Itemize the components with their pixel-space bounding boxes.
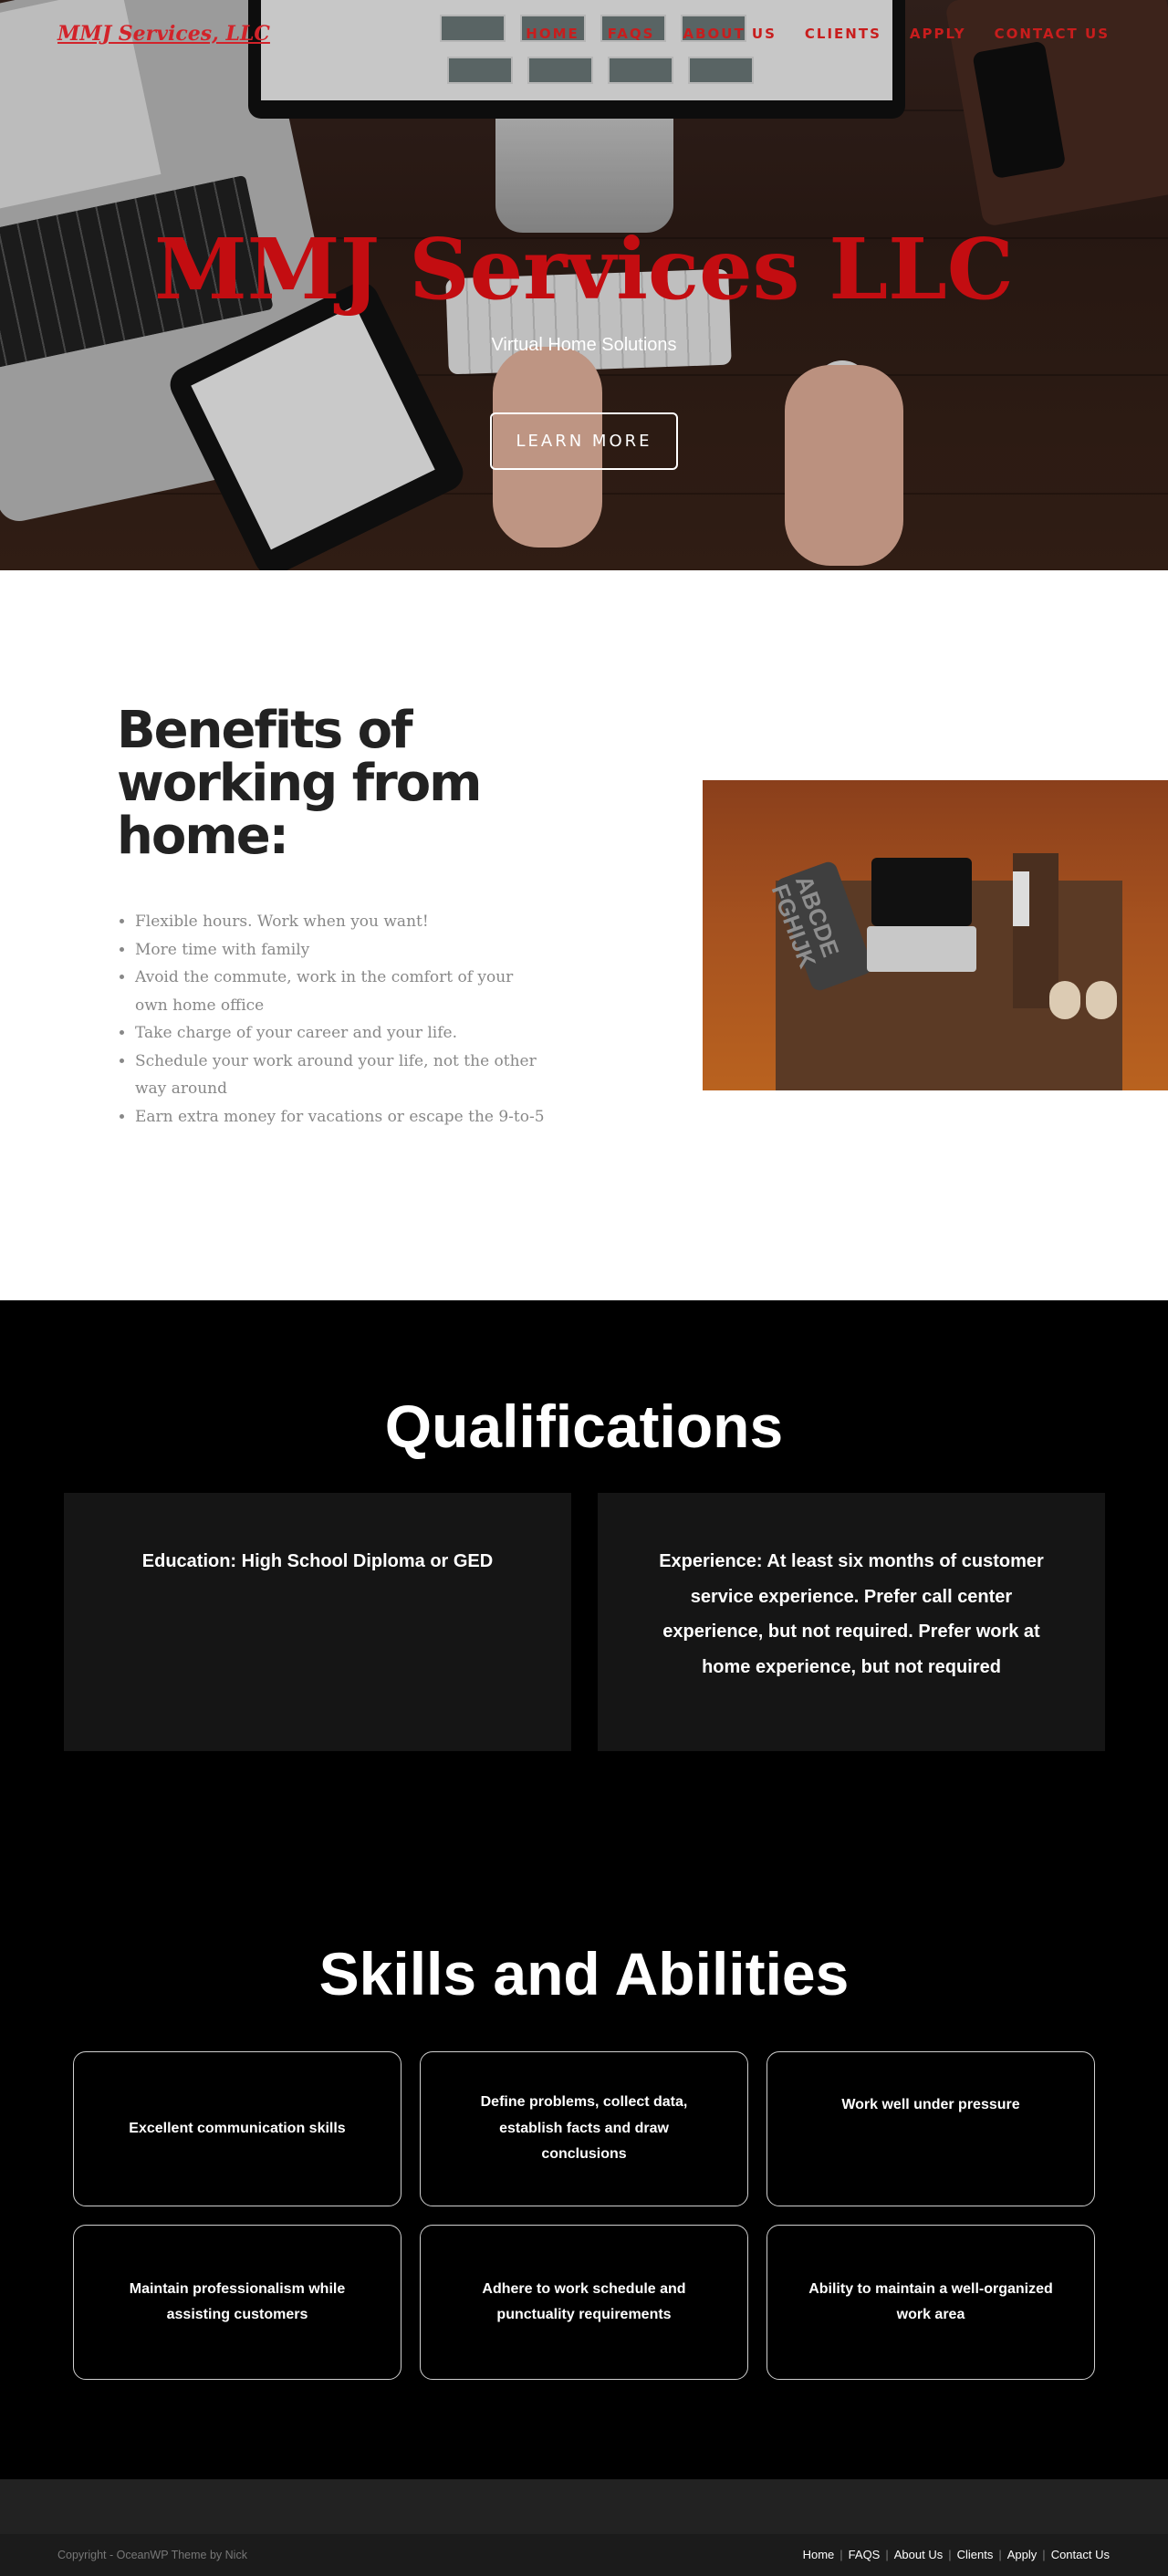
footer-link-about-us[interactable]: About Us xyxy=(893,2548,944,2561)
list-item: • Schedule your work around your life, not the other way around xyxy=(135,1048,546,1103)
learn-more-button[interactable]: LEARN MORE xyxy=(490,412,678,470)
footer-separator: | xyxy=(885,2548,889,2561)
list-item: • Take charge of your career and your life. xyxy=(135,1019,546,1048)
menu-item-apply[interactable]: APPLY xyxy=(909,26,966,42)
site-logo[interactable]: MMJ Services, LLC xyxy=(57,22,270,46)
copyright-text: Copyright - OceanWP Theme by Nick xyxy=(57,2549,247,2561)
skill-text: Maintain professionalism while assisting customers xyxy=(129,2280,346,2322)
skill-text: Ability to maintain a well-organized work area xyxy=(808,2280,1053,2322)
photo-laptop-keyboard xyxy=(867,926,976,972)
list-item: • More time with family xyxy=(135,936,546,965)
photo-laptop-screen xyxy=(871,858,972,926)
footer-menu xyxy=(803,2548,1110,2561)
benefits-list xyxy=(135,908,546,1131)
qualifications-title: Qualifications xyxy=(384,1392,784,1460)
footer-separator: | xyxy=(948,2548,952,2561)
footer-separator: | xyxy=(998,2548,1002,2561)
benefits-title: Benefits of working from home: xyxy=(117,701,481,866)
list-item: • Earn extra money for vacations or escape the 9-to-5 xyxy=(135,1103,546,1132)
skill-card xyxy=(73,2225,402,2380)
footer-widgets-area xyxy=(0,2479,1168,2534)
menu-item-contact-us[interactable]: CONTACT US xyxy=(994,26,1110,42)
benefits-section xyxy=(0,570,1168,1300)
qualification-card-experience xyxy=(598,1493,1105,1751)
skill-text: Work well under pressure xyxy=(841,2097,1020,2112)
qualification-text: Education: High School Diploma or GED xyxy=(141,1551,494,1571)
qualifications-section xyxy=(0,1300,1168,2477)
footer-link-apply[interactable]: Apply xyxy=(1006,2548,1038,2561)
footer-separator: | xyxy=(840,2548,843,2561)
footer-link-clients[interactable]: Clients xyxy=(956,2548,994,2561)
footer-separator: | xyxy=(1042,2548,1046,2561)
footer-link-home[interactable]: Home xyxy=(802,2548,835,2561)
footer-link-faqs[interactable]: FAQS xyxy=(848,2548,881,2561)
menu-item-home[interactable]: HOME xyxy=(526,26,579,42)
site-footer xyxy=(0,2534,1168,2576)
skill-text: Adhere to work schedule and punctuality requirements xyxy=(482,2280,686,2322)
qualification-text: Experience: At least six months of customer service experience. Prefer call center experience, but not required. Prefer work at home experience, but not required xyxy=(659,1551,1044,1677)
menu-item-faqs[interactable]: FAQS xyxy=(607,26,655,42)
main-menu xyxy=(526,26,1110,42)
pillow-lettering: ABCDE FGHIJK xyxy=(766,871,845,972)
skill-card xyxy=(766,2225,1095,2380)
skill-card xyxy=(766,2051,1095,2206)
qualification-card-education xyxy=(64,1493,571,1751)
menu-item-clients[interactable]: CLIENTS xyxy=(804,26,881,42)
hero-title: MMJ Services LLC xyxy=(153,220,1015,318)
slipper-graphic xyxy=(1049,981,1080,1019)
list-item: • Flexible hours. Work when you want! xyxy=(135,908,546,936)
hero-section xyxy=(0,0,1168,570)
skill-card xyxy=(420,2225,748,2380)
footer-link-contact-us[interactable]: Contact Us xyxy=(1050,2548,1110,2561)
list-item: • Avoid the commute, work in the comfort of your own home office xyxy=(135,964,546,1019)
skill-card xyxy=(73,2051,402,2206)
menu-item-about-us[interactable]: ABOUT US xyxy=(683,26,777,42)
home-office-photo xyxy=(703,780,1168,1090)
skill-text: Excellent communication skills xyxy=(129,2120,346,2136)
slipper-graphic xyxy=(1086,981,1117,1019)
remote-graphic xyxy=(1013,871,1029,926)
skill-card xyxy=(420,2051,748,2206)
site-header xyxy=(0,0,1168,71)
skill-text: Define problems, collect data, establish facts and draw conclusions xyxy=(480,2094,688,2163)
hero-subtitle: Virtual Home Solutions xyxy=(491,335,677,355)
skills-title: Skills and Abilities xyxy=(318,1940,850,2008)
